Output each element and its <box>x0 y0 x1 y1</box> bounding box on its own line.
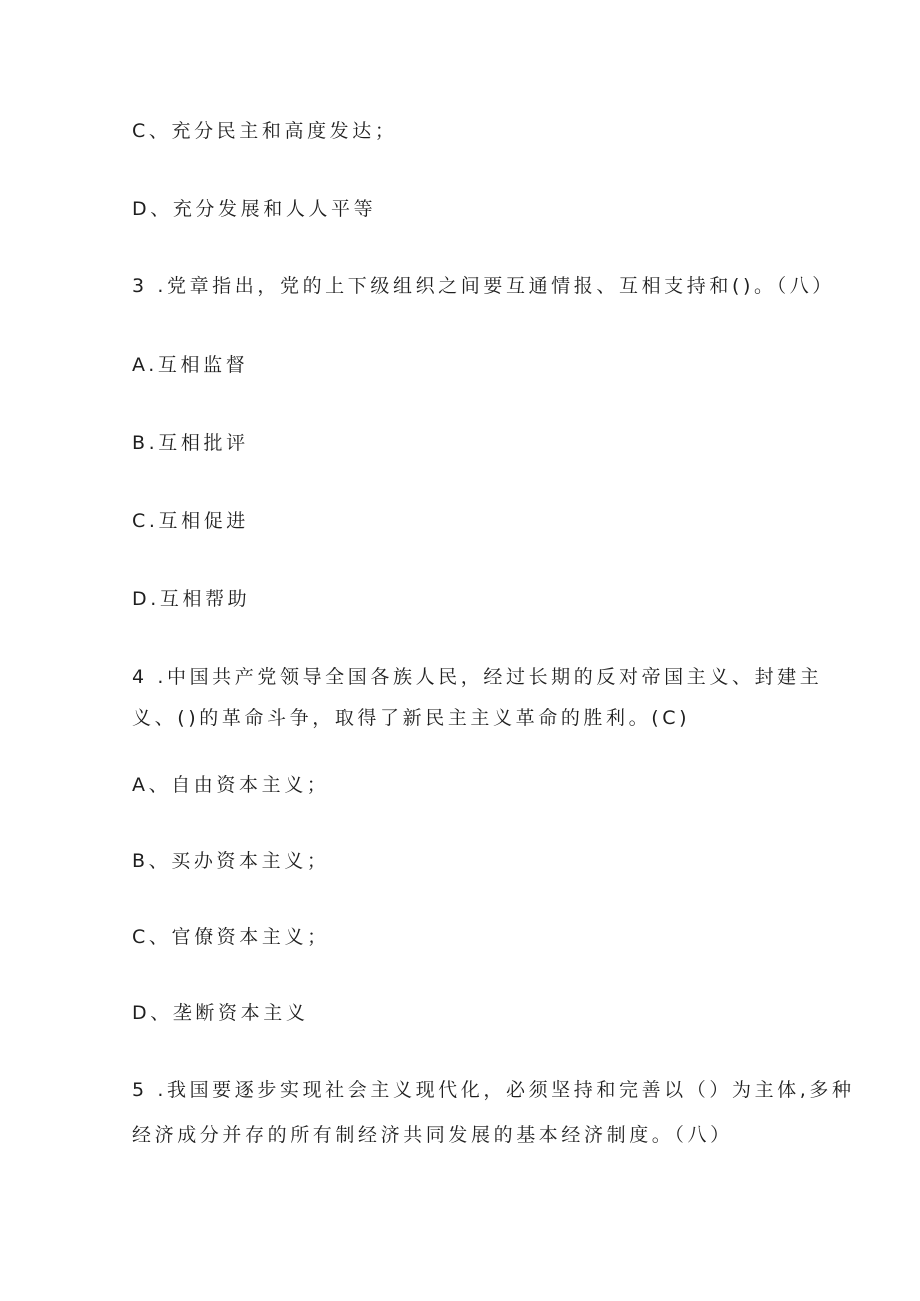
q3-option-d: D.互相帮助 <box>132 588 251 610</box>
q3-question: 3 .党章指出，党的上下级组织之间要互通情报、互相支持和()。（八） <box>132 275 835 297</box>
q4-question-line-1: 4 .中国共产党领导全国各族人民，经过长期的反对帝国主义、封建主 <box>132 666 823 688</box>
q3-option-a: A.互相监督 <box>132 354 249 376</box>
q4-option-a: A、自由资本主义； <box>132 774 330 796</box>
q5-question-line-2: 经济成分并存的所有制经济共同发展的基本经济制度。（八） <box>132 1124 733 1146</box>
q4-question-line-2: 义、()的革命斗争，取得了新民主主义革命的胜利。(C) <box>132 707 691 729</box>
q5-question-line-1: 5 .我国要逐步实现社会主义现代化，必须坚持和完善以（）为主体,多种 <box>132 1079 855 1101</box>
q3-option-c: C.互相促进 <box>132 510 249 532</box>
q2-option-c: C、充分民主和高度发达； <box>132 120 398 142</box>
q4-option-d: D、垄断资本主义 <box>132 1002 309 1024</box>
q4-option-c: C、官僚资本主义； <box>132 926 330 948</box>
q4-option-b: B、买办资本主义； <box>132 850 330 872</box>
q2-option-d: D、充分发展和人人平等 <box>132 198 377 220</box>
q3-option-b: B.互相批评 <box>132 432 249 454</box>
